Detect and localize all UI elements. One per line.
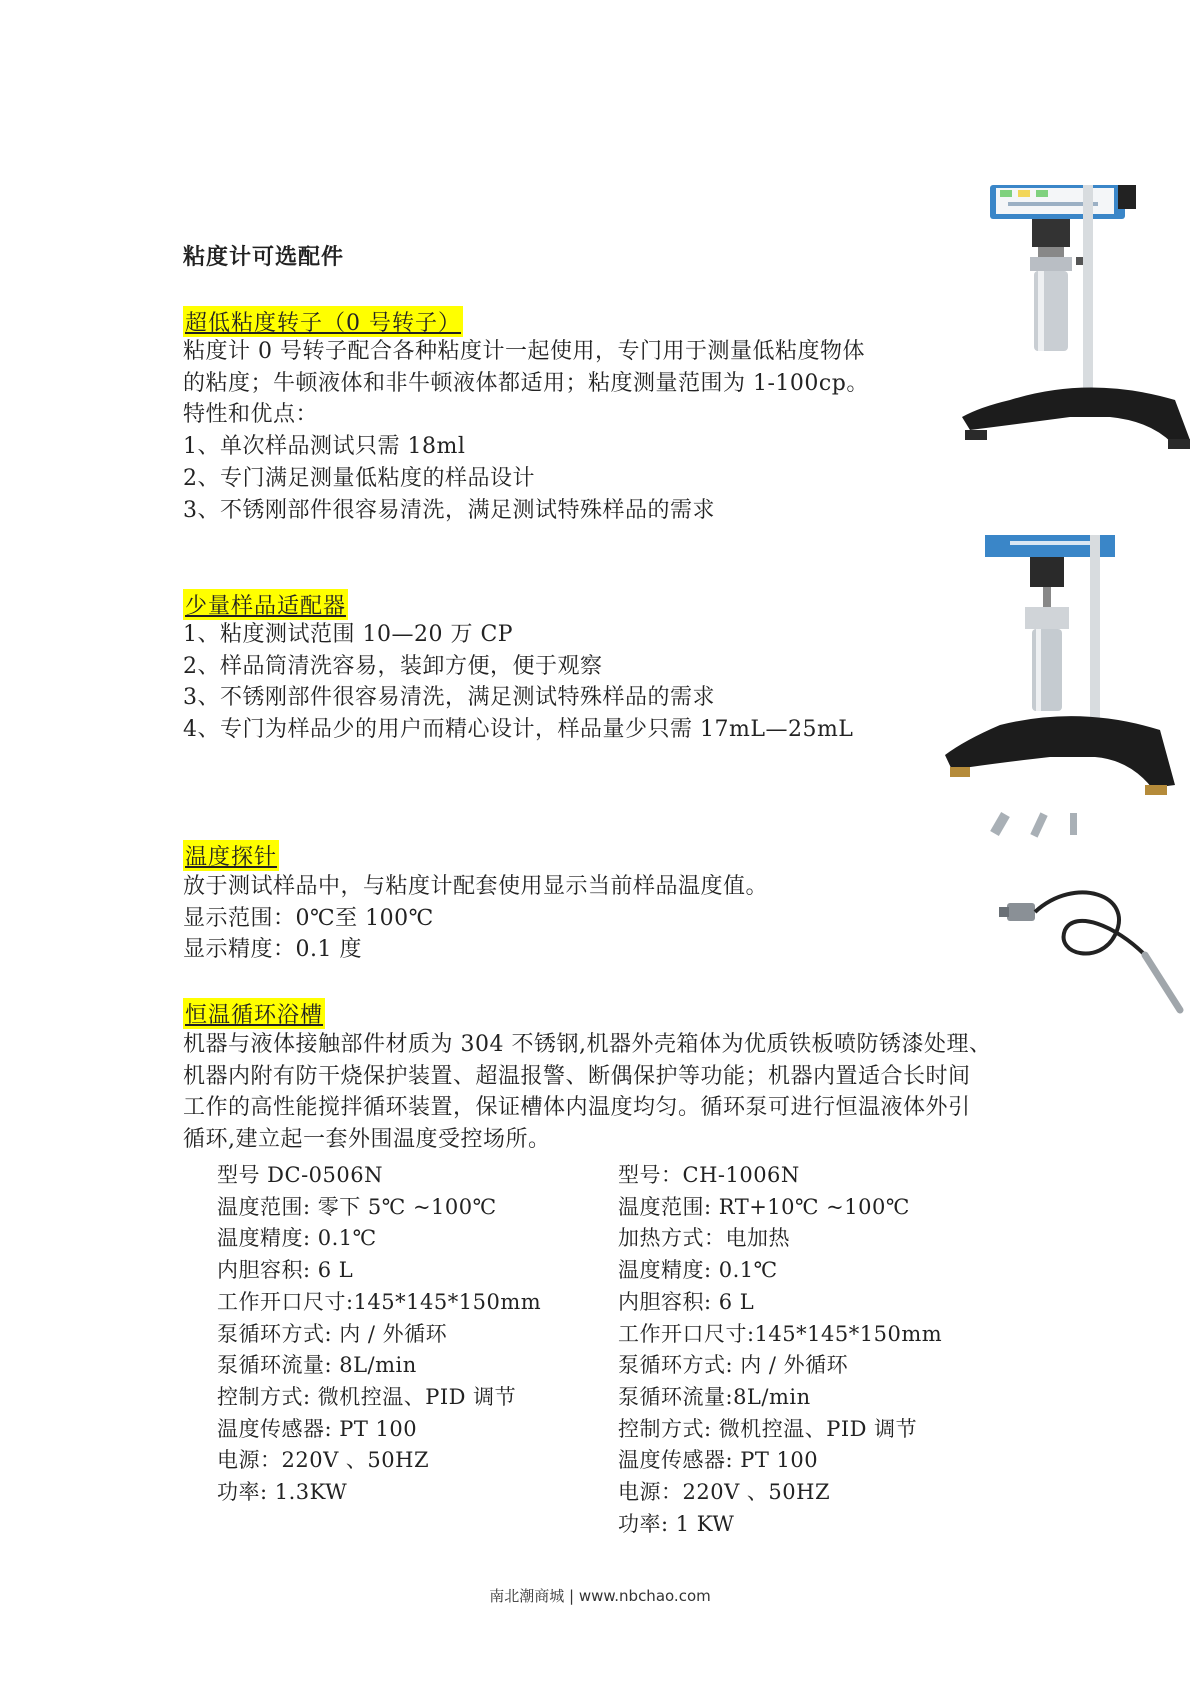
spec-line: 型号 DC-0506N xyxy=(217,1163,383,1187)
spec-line: 控制方式: 微机控温、PID 调节 xyxy=(217,1384,517,1409)
section-body-bath xyxy=(183,1029,991,1156)
temperature-probe-image xyxy=(995,885,1195,1015)
spec-line: 温度范围: RT+10℃ ~100℃ xyxy=(618,1194,910,1219)
text-line: 的粘度；牛顿液体和非牛顿液体都适用；粘度测量范围为 1-100cp。 xyxy=(183,370,869,396)
text-line: 显示精度：0.1 度 xyxy=(183,937,362,963)
text-line: 循环,建立起一套外围温度受控场所。 xyxy=(183,1127,551,1153)
text-line: 机器与液体接触部件材质为 304 不锈钢,机器外壳箱体为优质铁板喷防锈漆处理、 xyxy=(183,1032,992,1057)
section-heading-rotor: 超低粘度转子（0 号转子） xyxy=(183,306,463,337)
spec-line: 温度传感器: PT 100 xyxy=(217,1416,418,1441)
text-line: 放于测试样品中，与粘度计配套使用显示当前样品温度值。 xyxy=(183,874,769,899)
spec-line: 内胆容积: 6 L xyxy=(618,1289,755,1314)
small-sample-adapter-image xyxy=(940,535,1185,845)
section-body-probe xyxy=(183,871,768,966)
spec-line: 功率: 1 KW xyxy=(618,1511,735,1536)
text-line: 特性和优点： xyxy=(183,402,319,428)
spec-line: 内胆容积: 6 L xyxy=(217,1258,354,1283)
spec-line: 温度精度: 0.1℃ xyxy=(618,1258,778,1283)
spec-line: 温度范围: 零下 5℃ ~100℃ xyxy=(217,1194,497,1219)
text-line: 机器内附有防干烧保护装置、超温报警、断偶保护等功能；机器内置适合长时间 xyxy=(183,1063,971,1089)
section-heading-adapter: 少量样品适配器 xyxy=(183,589,348,620)
text-line: 粘度计 0 号转子配合各种粘度计一起使用，专门用于测量低粘度物体 xyxy=(183,339,865,364)
text-line: 3、不锈刚部件很容易清洗，满足测试特殊样品的需求 xyxy=(183,497,715,523)
section-body-rotor xyxy=(183,336,869,526)
page-title: 粘度计可选配件 xyxy=(183,245,345,270)
text-line: 1、粘度测试范围 10—20 万 CP xyxy=(183,622,514,647)
text-line: 显示范围：0℃至 100℃ xyxy=(183,905,434,931)
spec-line: 功率: 1.3KW xyxy=(217,1480,348,1505)
spec-line: 控制方式: 微机控温、PID 调节 xyxy=(618,1416,918,1441)
spec-line: 泵循环流量: 8L/min xyxy=(217,1353,417,1378)
viscometer-rotor-image xyxy=(950,185,1200,485)
spec-line: 泵循环流量:8L/min xyxy=(618,1384,811,1409)
spec-line: 温度传感器: PT 100 xyxy=(618,1448,819,1473)
spec-line: 泵循环方式: 内 / 外循环 xyxy=(217,1321,448,1346)
section-body-adapter xyxy=(183,619,853,746)
section-heading-probe: 温度探针 xyxy=(183,840,279,871)
spec-line: 加热方式：电加热 xyxy=(618,1226,790,1251)
spec-list-ch1006n xyxy=(618,1160,942,1540)
text-line: 工作的高性能搅拌循环装置，保证槽体内温度均匀。循环泵可进行恒温液体外引 xyxy=(183,1095,971,1121)
spec-line: 泵循环方式: 内 / 外循环 xyxy=(618,1353,849,1378)
spec-line: 工作开口尺寸:145*145*150mm xyxy=(217,1289,542,1314)
spec-list-dc0506n xyxy=(217,1160,541,1509)
spec-line: 工作开口尺寸:145*145*150mm xyxy=(618,1321,943,1346)
text-line: 1、单次样品测试只需 18ml xyxy=(183,434,466,460)
section-heading-bath: 恒温循环浴槽 xyxy=(183,998,325,1029)
spec-line: 型号：CH-1006N xyxy=(618,1163,800,1187)
spec-line: 温度精度: 0.1℃ xyxy=(217,1226,377,1251)
text-line: 3、不锈刚部件很容易清洗，满足测试特殊样品的需求 xyxy=(183,685,715,711)
text-line: 4、专门为样品少的用户而精心设计，样品量少只需 17mL—25mL xyxy=(183,717,854,743)
footer-source: 南北潮商城 | www.nbchao.com xyxy=(489,1587,711,1605)
text-line: 2、专门满足测量低粘度的样品设计 xyxy=(183,465,535,491)
spec-line: 电源：220V 、50HZ xyxy=(217,1448,430,1473)
spec-line: 电源：220V 、50HZ xyxy=(618,1480,831,1505)
text-line: 2、样品筒清洗容易，装卸方便，便于观察 xyxy=(183,653,603,679)
